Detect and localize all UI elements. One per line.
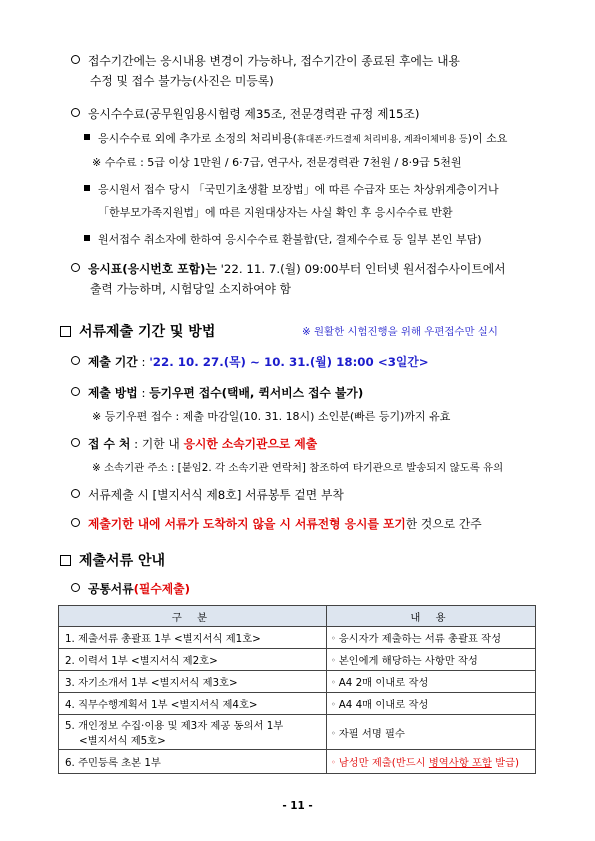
table-row	[59, 649, 536, 671]
table-row	[59, 750, 536, 774]
submission-period: 제출 기간 : '22. 10. 27.(목) ~ 10. 31.(월) 18:00 <3일간>	[71, 353, 429, 370]
fee-bullet-2: 응시원서 접수 당시 「국민기초생활 보장법」에 따른 수급자 또는 차상위계층이거나	[84, 181, 499, 197]
circle-bullet-icon	[71, 387, 80, 396]
circle-bullet-icon	[71, 356, 80, 365]
square-bullet-icon	[84, 185, 90, 191]
description-cell: ◦ 응시자가 제출하는 서류 총괄표 작성	[327, 627, 536, 649]
circle-bullet-icon	[71, 55, 80, 64]
circle-bullet-icon	[71, 108, 80, 117]
postal-only-note: ※ 원활한 시험진행을 위해 우편접수만 실시	[302, 326, 498, 338]
reception-period-line2: 수정 및 접수 불가능(사진은 미등록)	[90, 74, 274, 88]
envelope-item: 서류제출 시 [별지서식 제8호] 서류봉투 겉면 부착	[71, 486, 344, 503]
circle-bullet-icon	[71, 438, 80, 447]
circle-bullet-icon	[71, 489, 80, 498]
fee-bullet-1: 응시수수료 외에 추가로 소정의 처리비용(휴대폰·카드결제 처리비용, 계좌이체비용 등)이 소요	[84, 130, 507, 146]
circle-bullet-icon	[71, 263, 80, 272]
square-box-icon	[60, 326, 71, 337]
section-heading-documents: 제출서류 안내	[60, 550, 165, 570]
square-box-icon	[60, 555, 71, 566]
admission-ticket-item: 응시표(응시번호 포함)는 '22. 11. 7.(월) 09:00부터 인터넷 원서접수사이트에서	[71, 260, 506, 277]
description-cell: ◦ A4 4매 이내로 작성	[327, 693, 536, 715]
fee-note: ※ 수수료 : 5급 이상 1만원 / 6·7급, 연구사, 전문경력관 7천원 / 8·9급 5천원	[92, 156, 462, 169]
description-cell: ◦ 남성만 제출(반드시 병역사항 포함 발급)	[327, 750, 536, 774]
document-cell: 2. 이력서 1부 <별지서식 제2호>	[59, 649, 327, 671]
description-cell: ◦ 자필 서명 필수	[327, 715, 536, 750]
admission-ticket-line2: 출력 가능하며, 시험당일 소지하여야 함	[90, 282, 292, 296]
submission-method: 제출 방법 : 등기우편 접수(택배, 퀵서비스 접수 불가)	[71, 384, 363, 401]
square-bullet-icon	[84, 235, 90, 241]
fee-bullet-3: 원서접수 취소자에 한하여 응시수수료 환불함(단, 결제수수료 등 일부 본인 부담)	[84, 231, 482, 247]
table-row	[59, 627, 536, 649]
fee-bullet-2-line2: 「한부모가족지원법」에 따른 지원대상자는 사실 확인 후 응시수수료 반환	[98, 206, 453, 219]
fee-title: 응시수수료(공무원임용시험령 제35조, 전문경력관 규정 제15조)	[71, 105, 419, 122]
table-row	[59, 715, 536, 750]
column-header: 내 용	[327, 606, 536, 627]
document-cell: 1. 제출서류 총괄표 1부 <별지서식 제1호>	[59, 627, 327, 649]
submission-place: 접 수 처 : 기한 내 응시한 소속기관으로 제출	[71, 435, 317, 452]
column-header: 구 분	[59, 606, 327, 627]
reception-period-item: 접수기간에는 응시내용 변경이 가능하나, 접수기간이 종료된 후에는 내용	[71, 52, 460, 69]
document-cell: 6. 주민등록 초본 1부	[59, 750, 327, 774]
document-cell: 4. 직무수행계획서 1부 <별지서식 제4호>	[59, 693, 327, 715]
section-heading-submission: 서류제출 기간 및 방법	[60, 321, 215, 341]
description-cell: ◦ 본인에게 해당하는 사항만 작성	[327, 649, 536, 671]
document-cell: 3. 자기소개서 1부 <별지서식 제3호>	[59, 671, 327, 693]
circle-bullet-icon	[71, 583, 80, 592]
square-bullet-icon	[84, 134, 90, 140]
deadline-item: 제출기한 내에 서류가 도착하지 않을 시 서류전형 응시를 포기한 것으로 간주	[71, 515, 482, 532]
document-cell: 5. 개인정보 수집·이용 및 제3자 제공 동의서 1부 <별지서식 제5호>	[59, 715, 327, 750]
common-documents-label: 공통서류(필수제출)	[71, 580, 190, 597]
table-header-row	[59, 606, 536, 627]
table-row	[59, 671, 536, 693]
circle-bullet-icon	[71, 518, 80, 527]
page-number: - 11 -	[282, 800, 313, 812]
table-row	[59, 693, 536, 715]
place-note: ※ 소속기관 주소 : [붙임2. 각 소속기관 연락처] 참조하여 타기관으로 발송되지 않도록 유의	[92, 462, 504, 474]
method-note: ※ 등기우편 접수 : 제출 마감일(10. 31. 18시) 소인분(빠른 등기)까지 유효	[92, 410, 451, 423]
description-cell: ◦ A4 2매 이내로 작성	[327, 671, 536, 693]
documents-table	[58, 605, 536, 774]
